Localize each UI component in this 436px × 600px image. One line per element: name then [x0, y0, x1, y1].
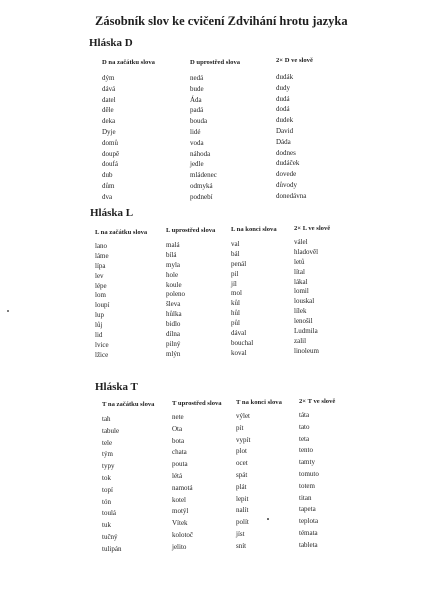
word-item: podnebí — [190, 192, 213, 201]
word-item: dodá — [276, 105, 290, 114]
word-item: lom — [95, 291, 106, 300]
word-item: snít — [236, 541, 247, 550]
word-item: Dyje — [102, 127, 116, 136]
word-item: bouchal — [231, 338, 254, 347]
word-item: děle — [102, 106, 114, 115]
word-item: louskal — [294, 297, 315, 306]
word-item: tým — [102, 450, 113, 459]
word-item: Áda — [190, 95, 202, 104]
word-item: Vítek — [172, 519, 188, 528]
word-item: bílá — [166, 250, 177, 259]
word-item: tón — [102, 497, 111, 506]
word-item: jelito — [172, 542, 187, 551]
word-item: dodnes — [276, 148, 296, 157]
column-l-middle — [166, 227, 215, 360]
word-item: lvice — [95, 340, 109, 349]
column-d-start — [102, 59, 155, 203]
word-item: deka — [102, 117, 116, 126]
word-item: titan — [299, 493, 312, 502]
word-item: Ota — [172, 424, 183, 433]
word-item: jíl — [231, 279, 237, 288]
word-list — [294, 238, 330, 357]
word-list — [299, 410, 335, 552]
word-item: tento — [299, 446, 313, 455]
word-item: koval — [231, 348, 247, 357]
word-item: poleno — [166, 290, 186, 299]
word-item: myla — [166, 260, 180, 269]
word-item: odmyká — [190, 181, 213, 190]
word-item: dává — [102, 84, 116, 93]
word-list — [236, 411, 282, 553]
word-item: linoleum — [294, 346, 319, 355]
word-item: pil — [231, 269, 239, 278]
word-item: bude — [190, 84, 204, 93]
word-item: David — [276, 126, 294, 135]
word-item: datel — [102, 95, 116, 104]
column-header: 2× D ve slově — [276, 57, 313, 64]
word-item: lev — [95, 271, 104, 280]
word-list — [95, 242, 147, 361]
word-item: motýl — [172, 507, 189, 516]
column-d-double — [276, 57, 313, 202]
word-item: doufá — [102, 160, 118, 169]
column-d-middle — [190, 59, 240, 203]
column-t-double — [299, 398, 335, 552]
word-item: tok — [102, 473, 111, 482]
word-item: pít — [236, 423, 244, 432]
word-item: lůj — [95, 321, 103, 330]
word-item: teplota — [299, 517, 319, 526]
column-l-double — [294, 225, 330, 357]
word-item: padá — [190, 106, 204, 115]
column-header: 2× L ve slově — [294, 225, 331, 232]
word-item: důvody — [276, 180, 297, 189]
word-item: létá — [172, 471, 183, 480]
column-t-end — [236, 399, 282, 553]
word-item: jedle — [190, 160, 204, 169]
word-item: tah — [102, 415, 111, 423]
section-heading: Hláska T — [95, 381, 138, 393]
column-l-end — [231, 226, 277, 359]
word-item: dům — [102, 181, 115, 190]
word-item: dudy — [276, 83, 290, 92]
column-l-start — [95, 229, 147, 361]
word-item: spát — [236, 470, 248, 479]
word-item: polít — [236, 518, 249, 527]
word-item: výlet — [236, 412, 250, 420]
word-item: náhoda — [190, 149, 211, 158]
word-item: bota — [172, 436, 185, 445]
word-item: tato — [299, 422, 310, 431]
word-item: dudek — [276, 116, 294, 125]
word-item: nalít — [236, 506, 249, 515]
word-item: mlýn — [166, 349, 181, 358]
word-list — [102, 414, 154, 556]
word-item: namotá — [172, 483, 193, 492]
word-item: doupě — [102, 149, 120, 158]
column-header: L na začátku slova — [95, 229, 148, 236]
word-item: tableta — [299, 540, 318, 549]
document-title: Zásobník slov ke cvičení Zdvihání hrotu jazyka — [95, 14, 348, 28]
column-t-start — [102, 401, 154, 556]
word-item: penál — [231, 259, 247, 268]
word-item: hladověl — [294, 247, 319, 256]
word-item: lenošil — [294, 317, 313, 326]
word-item: lid — [95, 331, 103, 340]
section-heading: Hláska D — [89, 37, 133, 49]
column-header: T na začátku slova — [102, 401, 155, 408]
word-item: dudá — [276, 94, 290, 103]
word-item: nedá — [190, 74, 204, 82]
word-item: plát — [236, 482, 247, 491]
word-list — [231, 240, 277, 359]
word-item: nete — [172, 413, 184, 421]
word-item: hůlka — [166, 310, 182, 319]
word-item: dovede — [276, 170, 297, 179]
word-item: ocet — [236, 459, 248, 468]
section-heading: Hláska L — [90, 207, 134, 219]
word-item: dílna — [166, 330, 180, 339]
word-list — [172, 412, 222, 554]
word-item: mládenec — [190, 171, 217, 180]
column-header: T uprostřed slova — [172, 400, 222, 407]
column-header: D na začátku slova — [102, 59, 155, 66]
word-item: kolotoč — [172, 530, 193, 539]
word-item: dával — [231, 329, 247, 338]
word-item: vypít — [236, 435, 251, 444]
word-item: lákal — [294, 277, 308, 286]
word-item: bidlo — [166, 320, 181, 329]
word-item: tabule — [102, 426, 120, 435]
word-item: dub — [102, 171, 113, 180]
word-item: lílek — [294, 307, 307, 316]
word-item: toulá — [102, 509, 116, 518]
word-item: kůl — [231, 299, 240, 308]
word-item: koule — [166, 280, 182, 289]
word-item: lžice — [95, 350, 109, 359]
word-item: tulipán — [102, 544, 122, 553]
word-item: tučný — [102, 532, 118, 541]
word-item: donedávna — [276, 191, 307, 200]
word-item: válel — [294, 238, 308, 246]
word-item: šleva — [166, 300, 181, 309]
word-item: pouta — [172, 460, 188, 469]
word-item: tuk — [102, 521, 111, 530]
column-header: 2× T ve slově — [299, 398, 336, 405]
word-item: pilný — [166, 339, 181, 348]
word-item: hole — [166, 270, 179, 279]
word-item: chata — [172, 448, 187, 457]
word-item: domů — [102, 138, 118, 147]
word-item: jíst — [236, 529, 245, 538]
word-item: dva — [102, 192, 113, 201]
word-item: dým — [102, 74, 115, 82]
word-item: plot — [236, 447, 247, 456]
word-item: lépe — [95, 281, 107, 290]
word-list — [190, 73, 240, 203]
word-item: lípa — [95, 261, 106, 270]
word-item: táta — [299, 411, 310, 419]
word-item: typy — [102, 462, 115, 471]
word-item: lano — [95, 242, 108, 250]
word-item: val — [231, 240, 240, 248]
word-item: půl — [231, 319, 240, 328]
column-header: T na konci slova — [236, 399, 282, 406]
word-item: tamty — [299, 458, 315, 467]
word-item: lítal — [294, 267, 305, 276]
word-item: lup — [95, 311, 104, 320]
word-list — [276, 72, 313, 202]
word-item: láme — [95, 251, 109, 260]
word-item: témata — [299, 528, 318, 537]
scan-speck — [7, 310, 9, 312]
word-item: totem — [299, 481, 315, 490]
word-item: letů — [294, 257, 305, 266]
word-item: Ludmila — [294, 327, 318, 336]
word-item: lepit — [236, 494, 249, 503]
word-item: loupí — [95, 301, 110, 310]
word-item: kotel — [172, 495, 186, 504]
word-item: dudáček — [276, 159, 300, 168]
word-item: malá — [166, 241, 180, 249]
column-t-middle — [172, 400, 222, 554]
word-item: bouda — [190, 117, 208, 126]
column-header: L na konci slova — [231, 226, 277, 233]
word-item: voda — [190, 138, 204, 147]
word-item: tapeta — [299, 505, 316, 514]
word-item: dudák — [276, 73, 294, 81]
word-item: mol — [231, 289, 242, 298]
word-item: Dáda — [276, 137, 291, 146]
word-list — [102, 73, 155, 203]
scan-speck — [267, 518, 269, 520]
column-header: D uprostřed slova — [190, 59, 241, 66]
word-item: teta — [299, 434, 310, 443]
word-item: topí — [102, 485, 113, 494]
word-list — [166, 241, 215, 360]
word-item: tele — [102, 438, 113, 447]
word-item: lomil — [294, 287, 309, 296]
column-header: L uprostřed slova — [166, 227, 216, 234]
word-item: tomuto — [299, 469, 319, 478]
word-item: hůl — [231, 309, 240, 318]
word-item: lidé — [190, 127, 201, 136]
word-item: zalil — [294, 336, 307, 345]
word-item: bál — [231, 249, 240, 258]
